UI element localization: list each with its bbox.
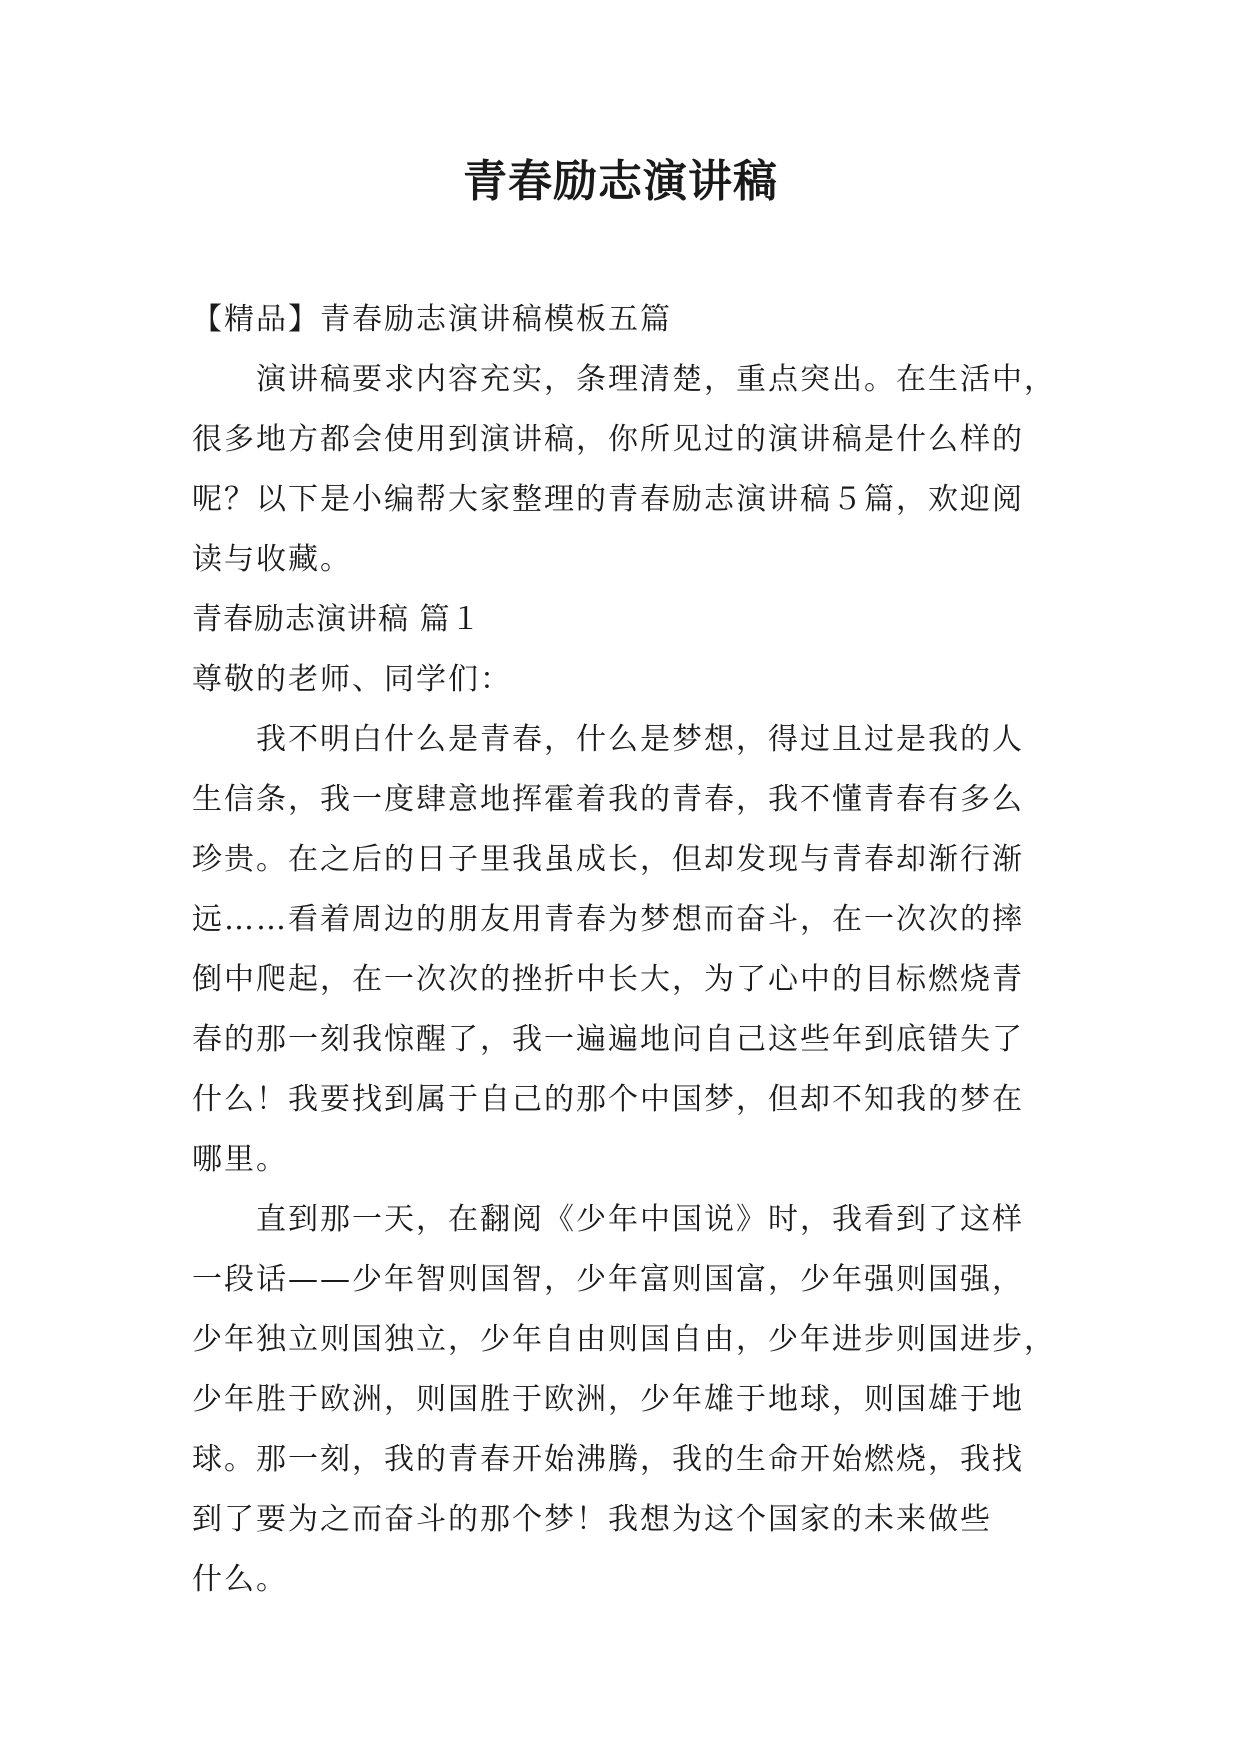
section-heading: 青春励志演讲稿 篇１: [192, 602, 482, 637]
intro-paragraph-line: 读与收藏。: [192, 542, 352, 577]
paragraph-line: 远……看着周边的朋友用青春为梦想而奋斗，在一次次的摔: [192, 902, 1024, 937]
paragraph-line: 珍贵。在之后的日子里我虽成长，但却发现与青春却渐行渐: [192, 842, 1024, 877]
intro-paragraph-line: 演讲稿要求内容充实，条理清楚，重点突出。在生活中，: [256, 362, 1056, 397]
paragraph-line: 春的那一刻我惊醒了，我一遍遍地问自己这些年到底错失了: [192, 1022, 1024, 1057]
article-heading: 【精品】青春励志演讲稿模板五篇: [192, 302, 672, 337]
paragraph-line: 哪里。: [192, 1142, 288, 1177]
paragraph-line: 少年胜于欧洲，则国胜于欧洲，少年雄于地球，则国雄于地: [192, 1382, 1024, 1417]
paragraph-line: 到了要为之而奋斗的那个梦！我想为这个国家的未来做些: [192, 1502, 992, 1537]
intro-paragraph-line: 呢？以下是小编帮大家整理的青春励志演讲稿５篇，欢迎阅: [192, 482, 1024, 517]
paragraph-line: 什么。: [192, 1562, 288, 1597]
intro-paragraph-line: 很多地方都会使用到演讲稿，你所见过的演讲稿是什么样的: [192, 422, 1024, 457]
paragraph-line: 生信条，我一度肆意地挥霍着我的青春，我不懂青春有多么: [192, 782, 1024, 817]
paragraph-line: 我不明白什么是青春，什么是梦想，得过且过是我的人: [256, 722, 1024, 757]
paragraph-line: 直到那一天，在翻阅《少年中国说》时，我看到了这样: [256, 1202, 1024, 1237]
paragraph-line: 球。那一刻，我的青春开始沸腾，我的生命开始燃烧，我找: [192, 1442, 1024, 1477]
paragraph-line: 少年独立则国独立，少年自由则国自由，少年进步则国进步，: [192, 1322, 1056, 1357]
document-body: [192, 290, 1058, 1610]
paragraph-line: 倒中爬起，在一次次的挫折中长大，为了心中的目标燃烧青: [192, 962, 1024, 997]
document-title: 青春励志演讲稿: [463, 156, 778, 207]
paragraph-line: 什么！我要找到属于自己的那个中国梦，但却不知我的梦在: [192, 1082, 1024, 1117]
paragraph-line: 一段话——少年智则国智，少年富则国富，少年强则国强，: [192, 1262, 1024, 1297]
salutation: 尊敬的老师、同学们：: [192, 662, 512, 697]
